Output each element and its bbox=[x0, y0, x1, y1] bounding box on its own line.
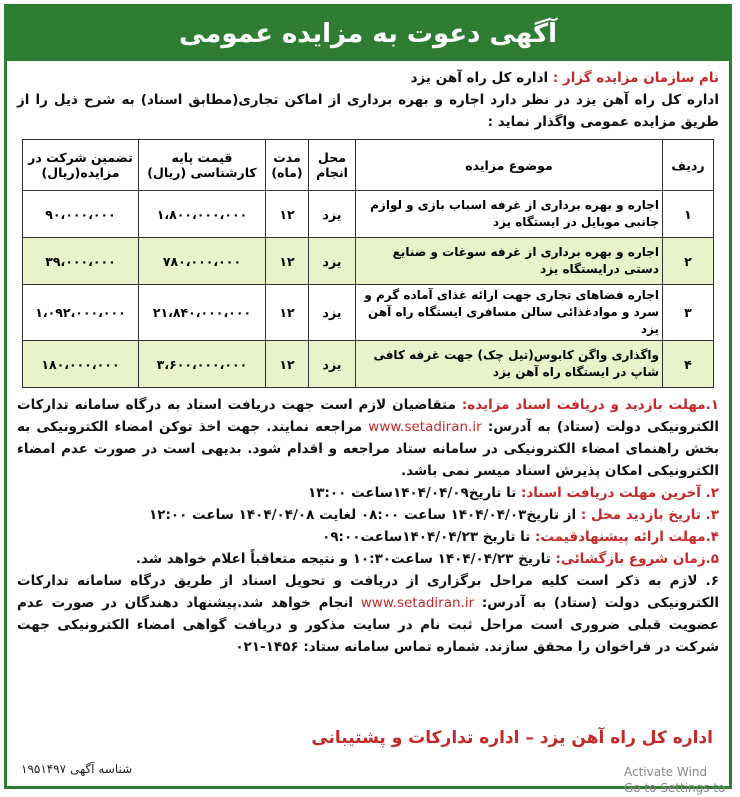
cell-guarantee: ۹۰،۰۰۰،۰۰۰ bbox=[23, 191, 139, 238]
table-row bbox=[23, 341, 714, 388]
cell-duration: ۱۲ bbox=[266, 191, 309, 238]
condition-5-text: تاریخ ۱۴۰۴/۰۴/۲۳ ساعت۱۰:۳۰ و نتیجه متعاقباً اعلام خواهد شد. bbox=[135, 551, 551, 567]
cell-guarantee: ۱۸۰،۰۰۰،۰۰۰ bbox=[23, 341, 139, 388]
activate-windows-line-1: Activate Wind bbox=[624, 765, 708, 779]
announcement-title: آگهی دعوت به مزایده عمومی bbox=[7, 7, 729, 61]
organizer-line bbox=[17, 67, 719, 89]
cell-base-price: ۷۸۰،۰۰۰،۰۰۰ bbox=[139, 238, 266, 285]
cell-duration: ۱۲ bbox=[266, 238, 309, 285]
cell-row-number: ۱ bbox=[663, 191, 714, 238]
condition-1-text-b: مراجعه نمایند. جهت اخذ توکن امضاء الکترونیکی به بخش راهنمای امضاء الکترونیکی در سامانه ستاد مراجعه و اقدام شود. بدیهی است در صورت عدم امضاء الکترونیکی امکان پذیرش اسناد میسر نمی باشد. bbox=[17, 419, 719, 479]
table-row bbox=[23, 238, 714, 285]
ad-identifier: شناسه آگهی ۱۹۵۱۴۹۷ bbox=[21, 762, 133, 776]
activate-windows-line-2: Go to Settings to bbox=[624, 781, 726, 795]
condition-5 bbox=[17, 548, 719, 570]
organizer-label: نام سازمان مزایده گزار : bbox=[552, 70, 719, 86]
cell-duration: ۱۲ bbox=[266, 341, 309, 388]
intro-paragraph: اداره کل راه آهن یزد در نظر دارد اجاره و بهره برداری از اماکن تجاری(مطابق اسناد) به شرح ذیل را از طریق مزایده عمومی واگذار نماید : bbox=[17, 92, 719, 130]
condition-1 bbox=[17, 394, 719, 482]
table-header-row bbox=[23, 140, 714, 191]
condition-4-label: ۴.مهلت ارائه پیشنهادقیمت: bbox=[535, 529, 719, 545]
header-row-number: ردیف bbox=[663, 140, 714, 191]
condition-2-text: تا تاریخ۱۴۰۴/۰۴/۰۹ساعت ۱۳:۰۰ bbox=[308, 485, 517, 501]
condition-2 bbox=[17, 482, 719, 504]
announcement-frame bbox=[4, 4, 732, 789]
condition-3 bbox=[17, 504, 719, 526]
condition-6-text-a: ۶. لازم به ذکر است کلیه مراحل برگزاری از دریافت و تحویل اسناد از طریق درگاه سامانه تدارکات الکترونیکی دولت (ستاد) به آدرس: bbox=[17, 573, 720, 611]
header-guarantee: تضمین شرکت در مزایده(ریال) bbox=[23, 140, 139, 191]
condition-2-label: ۲. آخرین مهلت دریافت اسناد: bbox=[520, 485, 719, 501]
cell-guarantee: ۳۹،۰۰۰،۰۰۰ bbox=[23, 238, 139, 285]
condition-4-text: تا تاریخ ۱۴۰۴/۰۴/۲۳ساعت۰۹:۰۰ bbox=[322, 529, 531, 545]
cell-location: یزد bbox=[309, 238, 356, 285]
condition-1-text-a: متقاضیان لازم است جهت دریافت اسناد به درگاه سامانه تدارکات الکترونیکی دولت (ستاد) به آدرس: bbox=[17, 397, 719, 435]
cell-base-price: ۳،۶۰۰،۰۰۰،۰۰۰ bbox=[139, 341, 266, 388]
cell-guarantee: ۱،۰۹۲،۰۰۰،۰۰۰ bbox=[23, 285, 139, 341]
header-location: محل انجام bbox=[309, 140, 356, 191]
condition-6 bbox=[17, 570, 719, 658]
condition-3-text: از تاریخ۱۴۰۴/۰۴/۰۳ ساعت ۰۸:۰۰ لغایت ۱۴۰۴/۰۴/۰۸ ساعت ۱۲:۰۰ bbox=[149, 507, 577, 523]
conditions-list bbox=[17, 394, 719, 658]
condition-6-text-b: انجام خواهد شد.پیشنهاد دهندگان در صورت عدم عضویت قبلی ضروری است مراحل ثبت نام در سایت مذکور و دریافت گواهی امضاء الکترونیکی جهت شرکت در فراخوان را محقق سازند. شماره تماس سامانه ستاد: ۱۴۵۶-۰۲۱ bbox=[17, 595, 719, 655]
condition-1-label: ۱.مهلت بازدید و دریافت اسناد مزایده: bbox=[461, 397, 720, 413]
cell-location: یزد bbox=[309, 341, 356, 388]
condition-3-label: ۳. تاریخ بازدید محل : bbox=[580, 507, 719, 523]
cell-row-number: ۴ bbox=[663, 341, 714, 388]
cell-subject: اجاره و بهره برداری از غرفه سوغات و صنایع دستی درایستگاه یزد bbox=[356, 238, 663, 285]
cell-base-price: ۲۱،۸۴۰،۰۰۰،۰۰۰ bbox=[139, 285, 266, 341]
header-base-price: قیمت پایه کارشناسی (ریال) bbox=[139, 140, 266, 191]
auction-table bbox=[22, 139, 714, 388]
table-row bbox=[23, 191, 714, 238]
cell-location: یزد bbox=[309, 285, 356, 341]
cell-location: یزد bbox=[309, 191, 356, 238]
header-duration: مدت (ماه) bbox=[266, 140, 309, 191]
cell-subject: واگذاری واگن کابوس(تیل چک) جهت غرفه کافی شاپ در ایستگاه راه آهن یزد bbox=[356, 341, 663, 388]
setadiran-link[interactable]: www.setadiran.ir bbox=[368, 419, 482, 435]
cell-subject: اجاره و بهره برداری از غرفه اسباب بازی و لوازم جانبی موبایل در ایستگاه یزد bbox=[356, 191, 663, 238]
organizer-value: اداره کل راه آهن یزد bbox=[410, 70, 549, 86]
setadiran-link-2[interactable]: www.setadiran.ir bbox=[360, 595, 475, 611]
condition-4 bbox=[17, 526, 719, 548]
cell-row-number: ۲ bbox=[663, 238, 714, 285]
cell-duration: ۱۲ bbox=[266, 285, 309, 341]
cell-base-price: ۱،۸۰۰،۰۰۰،۰۰۰ bbox=[139, 191, 266, 238]
cell-row-number: ۳ bbox=[663, 285, 714, 341]
condition-5-label: ۵.زمان شروع بازگشائی: bbox=[555, 551, 719, 567]
cell-subject: اجاره فضاهای تجاری جهت ارائه غذای آماده گرم و سرد و موادغذائی سالن مسافری ایستگاه راه آهن یزد bbox=[356, 285, 663, 341]
footer-organization: اداره کل راه آهن یزد – اداره تدارکات و پشتیبانی bbox=[311, 728, 713, 748]
table-row bbox=[23, 285, 714, 341]
announcement-body bbox=[17, 67, 719, 658]
header-subject: موضوع مزایده bbox=[356, 140, 663, 191]
